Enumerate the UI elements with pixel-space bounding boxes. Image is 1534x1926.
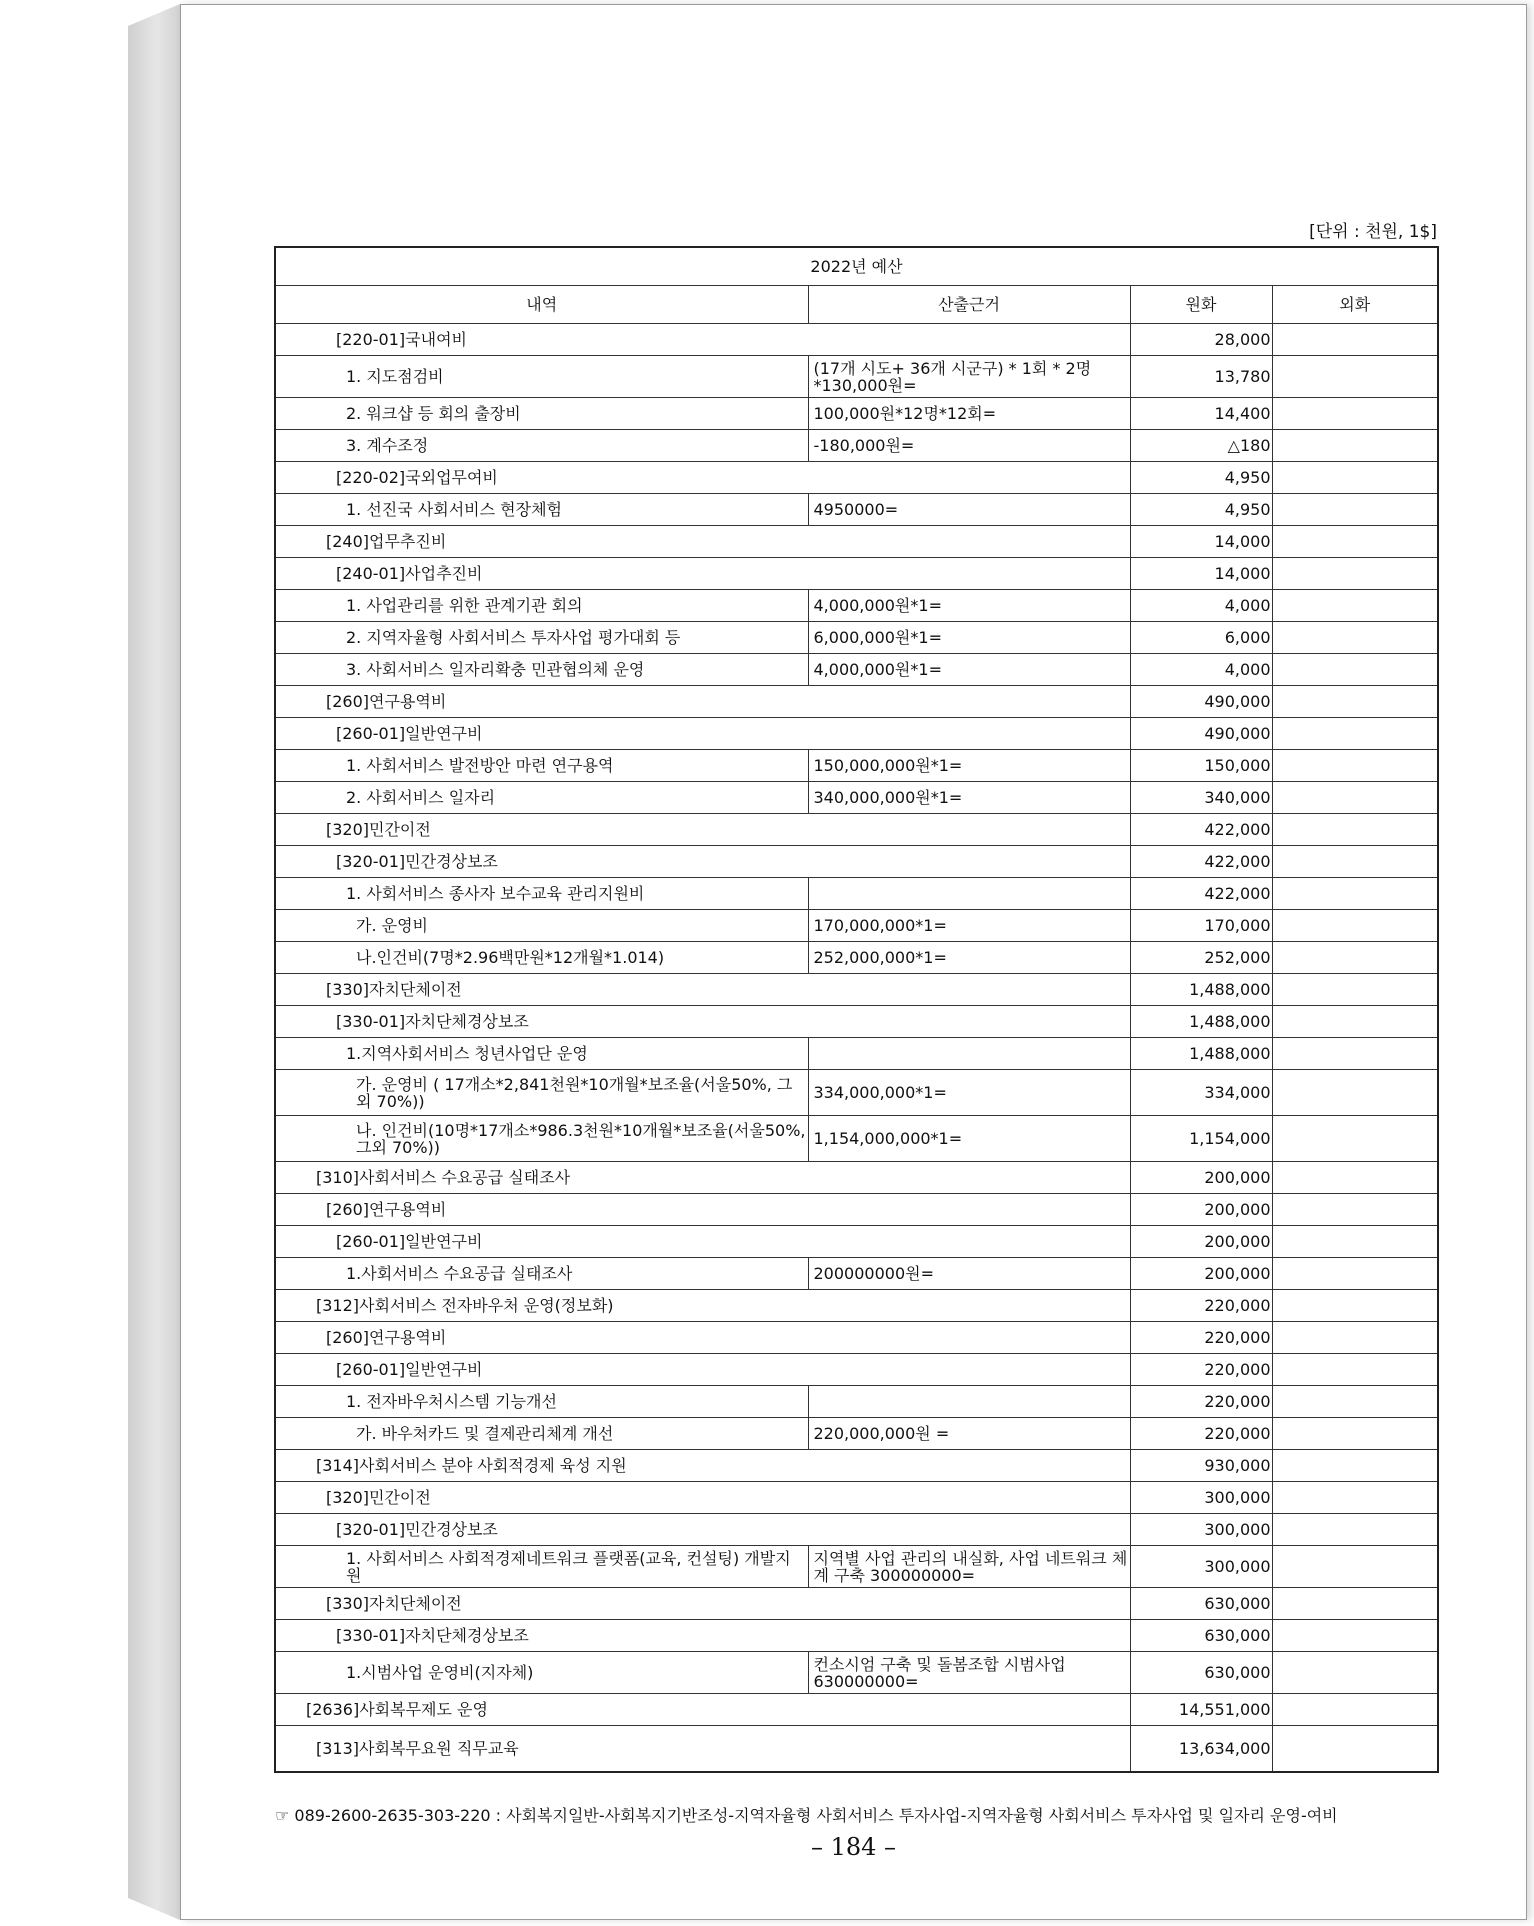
row-amount-foreign xyxy=(1272,1194,1438,1226)
header-desc: 내역 xyxy=(275,286,808,324)
row-amount-foreign xyxy=(1272,686,1438,718)
table-row xyxy=(275,974,1438,1006)
row-description: 3. 사회서비스 일자리확충 민관협의체 운영 xyxy=(275,654,808,686)
row-amount-foreign xyxy=(1272,1450,1438,1482)
row-amount-foreign xyxy=(1272,910,1438,942)
row-calculation-basis: 컨소시엄 구축 및 돌봄조합 시범사업 630000000= xyxy=(808,1652,1130,1694)
row-amount-foreign xyxy=(1272,558,1438,590)
row-amount-won: 6,000 xyxy=(1130,622,1272,654)
table-row xyxy=(275,1290,1438,1322)
table-row xyxy=(275,324,1438,356)
row-amount-foreign xyxy=(1272,1588,1438,1620)
row-calculation-basis: 340,000,000원*1= xyxy=(808,782,1130,814)
row-amount-won: 14,000 xyxy=(1130,526,1272,558)
row-amount-foreign xyxy=(1272,1226,1438,1258)
row-calculation-basis: 170,000,000*1= xyxy=(808,910,1130,942)
row-calculation-basis: (17개 시도+ 36개 시군구) * 1회 * 2명*130,000원= xyxy=(808,356,1130,398)
row-description: 2. 워크샵 등 회의 출장비 xyxy=(275,398,808,430)
table-row xyxy=(275,1116,1438,1162)
row-amount-foreign xyxy=(1272,1258,1438,1290)
table-title: 2022년 예산 xyxy=(275,247,1438,286)
row-calculation-basis xyxy=(808,1386,1130,1418)
row-amount-won: 630,000 xyxy=(1130,1620,1272,1652)
row-amount-foreign xyxy=(1272,1162,1438,1194)
row-amount-won: 4,950 xyxy=(1130,494,1272,526)
row-amount-won: 300,000 xyxy=(1130,1482,1272,1514)
row-amount-won: 630,000 xyxy=(1130,1588,1272,1620)
row-calculation-basis: 150,000,000원*1= xyxy=(808,750,1130,782)
row-amount-foreign xyxy=(1272,324,1438,356)
table-row xyxy=(275,750,1438,782)
table-row xyxy=(275,1620,1438,1652)
row-description: [330]자치단체이전 xyxy=(275,974,1130,1006)
row-description: [260]연구용역비 xyxy=(275,1322,1130,1354)
row-amount-won: 930,000 xyxy=(1130,1450,1272,1482)
row-amount-foreign xyxy=(1272,1514,1438,1546)
row-description: [260-01]일반연구비 xyxy=(275,1354,1130,1386)
table-row xyxy=(275,718,1438,750)
row-description: [312]사회서비스 전자바우처 운영(정보화) xyxy=(275,1290,1130,1322)
table-row xyxy=(275,1482,1438,1514)
row-amount-won: 422,000 xyxy=(1130,846,1272,878)
row-description: 가. 운영비 xyxy=(275,910,808,942)
table-row xyxy=(275,1194,1438,1226)
row-calculation-basis: 6,000,000원*1= xyxy=(808,622,1130,654)
table-row xyxy=(275,1546,1438,1588)
row-amount-foreign xyxy=(1272,1290,1438,1322)
row-amount-won: 1,154,000 xyxy=(1130,1116,1272,1162)
budget-table xyxy=(274,246,1439,1773)
row-amount-foreign xyxy=(1272,1726,1438,1772)
row-amount-won: 252,000 xyxy=(1130,942,1272,974)
document-page xyxy=(180,4,1527,1920)
table-row xyxy=(275,526,1438,558)
header-basis: 산출근거 xyxy=(808,286,1130,324)
row-amount-foreign xyxy=(1272,1652,1438,1694)
row-description: 1. 사회서비스 종사자 보수교육 관리지원비 xyxy=(275,878,808,910)
table-row xyxy=(275,430,1438,462)
row-amount-won: 1,488,000 xyxy=(1130,1038,1272,1070)
row-amount-won: 200,000 xyxy=(1130,1162,1272,1194)
table-body xyxy=(275,324,1438,1772)
row-amount-foreign xyxy=(1272,814,1438,846)
row-calculation-basis: 4,000,000원*1= xyxy=(808,590,1130,622)
table-row xyxy=(275,1070,1438,1116)
row-amount-won: 490,000 xyxy=(1130,686,1272,718)
row-amount-won: 220,000 xyxy=(1130,1290,1272,1322)
row-amount-foreign xyxy=(1272,750,1438,782)
row-amount-foreign xyxy=(1272,1418,1438,1450)
table-row xyxy=(275,1226,1438,1258)
row-amount-won: 422,000 xyxy=(1130,878,1272,910)
row-amount-won: 13,780 xyxy=(1130,356,1272,398)
page-number: – 184 – xyxy=(810,1833,897,1861)
row-calculation-basis xyxy=(808,1038,1130,1070)
row-amount-foreign xyxy=(1272,974,1438,1006)
row-amount-foreign xyxy=(1272,942,1438,974)
row-amount-won: 200,000 xyxy=(1130,1194,1272,1226)
row-amount-foreign xyxy=(1272,526,1438,558)
table-row xyxy=(275,1450,1438,1482)
row-description: [260-01]일반연구비 xyxy=(275,718,1130,750)
table-row xyxy=(275,942,1438,974)
table-row xyxy=(275,558,1438,590)
row-amount-won: 220,000 xyxy=(1130,1322,1272,1354)
table-row xyxy=(275,1588,1438,1620)
row-description: [320-01]민간경상보조 xyxy=(275,1514,1130,1546)
row-amount-foreign xyxy=(1272,622,1438,654)
row-amount-foreign xyxy=(1272,1006,1438,1038)
book-spine xyxy=(128,4,180,1920)
table-row xyxy=(275,356,1438,398)
row-description: 3. 계수조정 xyxy=(275,430,808,462)
row-description: [330-01]자치단체경상보조 xyxy=(275,1006,1130,1038)
row-description: [313]사회복무요원 직무교육 xyxy=(275,1726,1130,1772)
row-amount-foreign xyxy=(1272,1482,1438,1514)
table-row xyxy=(275,782,1438,814)
row-amount-won: 200,000 xyxy=(1130,1258,1272,1290)
table-row xyxy=(275,494,1438,526)
row-amount-won: 4,000 xyxy=(1130,590,1272,622)
table-row xyxy=(275,654,1438,686)
row-amount-won: 4,950 xyxy=(1130,462,1272,494)
row-amount-won: 220,000 xyxy=(1130,1354,1272,1386)
row-calculation-basis: 지역별 사업 관리의 내실화, 사업 네트워크 체계 구축 300000000= xyxy=(808,1546,1130,1588)
table-row xyxy=(275,1354,1438,1386)
table-row xyxy=(275,1652,1438,1694)
table-row xyxy=(275,398,1438,430)
row-description: 1. 사회서비스 사회적경제네트워크 플랫폼(교육, 컨설팅) 개발지원 xyxy=(275,1546,808,1588)
table-row xyxy=(275,1006,1438,1038)
row-calculation-basis: 252,000,000*1= xyxy=(808,942,1130,974)
row-amount-foreign xyxy=(1272,1116,1438,1162)
row-amount-foreign xyxy=(1272,718,1438,750)
header-foreign: 외화 xyxy=(1272,286,1438,324)
row-description: 1.지역사회서비스 청년사업단 운영 xyxy=(275,1038,808,1070)
row-amount-foreign xyxy=(1272,1386,1438,1418)
table-row xyxy=(275,462,1438,494)
table-row xyxy=(275,878,1438,910)
row-description: [330]자치단체이전 xyxy=(275,1588,1130,1620)
table-row xyxy=(275,1258,1438,1290)
table-row xyxy=(275,1514,1438,1546)
row-amount-won: 340,000 xyxy=(1130,782,1272,814)
row-amount-foreign xyxy=(1272,1038,1438,1070)
row-calculation-basis: 1,154,000,000*1= xyxy=(808,1116,1130,1162)
row-calculation-basis: 220,000,000원 = xyxy=(808,1418,1130,1450)
row-calculation-basis: 334,000,000*1= xyxy=(808,1070,1130,1116)
row-description: [320]민간이전 xyxy=(275,1482,1130,1514)
row-description: 1. 지도점검비 xyxy=(275,356,808,398)
row-amount-foreign xyxy=(1272,398,1438,430)
row-amount-foreign xyxy=(1272,430,1438,462)
row-amount-foreign xyxy=(1272,590,1438,622)
table-row xyxy=(275,622,1438,654)
row-amount-foreign xyxy=(1272,782,1438,814)
row-amount-foreign xyxy=(1272,462,1438,494)
row-amount-won: 170,000 xyxy=(1130,910,1272,942)
table-row xyxy=(275,846,1438,878)
row-amount-won: 220,000 xyxy=(1130,1418,1272,1450)
row-amount-foreign xyxy=(1272,878,1438,910)
row-amount-won: 4,000 xyxy=(1130,654,1272,686)
row-amount-foreign xyxy=(1272,494,1438,526)
row-amount-won: 13,634,000 xyxy=(1130,1726,1272,1772)
row-description: [260-01]일반연구비 xyxy=(275,1226,1130,1258)
row-amount-foreign xyxy=(1272,846,1438,878)
row-amount-foreign xyxy=(1272,654,1438,686)
row-amount-won: 28,000 xyxy=(1130,324,1272,356)
row-description: [260]연구용역비 xyxy=(275,1194,1130,1226)
table-row xyxy=(275,1038,1438,1070)
row-calculation-basis: 100,000원*12명*12회= xyxy=(808,398,1130,430)
table-row xyxy=(275,686,1438,718)
row-amount-won: 490,000 xyxy=(1130,718,1272,750)
row-description: 1.사회서비스 수요공급 실태조사 xyxy=(275,1258,808,1290)
row-calculation-basis: -180,000원= xyxy=(808,430,1130,462)
row-amount-won: 14,400 xyxy=(1130,398,1272,430)
row-description: [2636]사회복무제도 운영 xyxy=(275,1694,1130,1726)
header-won: 원화 xyxy=(1130,286,1272,324)
table-header-row xyxy=(275,286,1438,324)
row-calculation-basis: 200000000원= xyxy=(808,1258,1130,1290)
row-amount-won: 200,000 xyxy=(1130,1226,1272,1258)
row-amount-won: 220,000 xyxy=(1130,1386,1272,1418)
row-amount-won: 630,000 xyxy=(1130,1652,1272,1694)
row-amount-won: 300,000 xyxy=(1130,1514,1272,1546)
table-row xyxy=(275,1386,1438,1418)
row-description: 1. 선진국 사회서비스 현장체험 xyxy=(275,494,808,526)
row-amount-won: 334,000 xyxy=(1130,1070,1272,1116)
row-amount-foreign xyxy=(1272,1694,1438,1726)
row-description: 1. 사업관리를 위한 관계기관 회의 xyxy=(275,590,808,622)
row-amount-won: 14,000 xyxy=(1130,558,1272,590)
row-amount-won: 1,488,000 xyxy=(1130,974,1272,1006)
row-description: [310]사회서비스 수요공급 실태조사 xyxy=(275,1162,1130,1194)
row-amount-foreign xyxy=(1272,1070,1438,1116)
row-amount-won: 1,488,000 xyxy=(1130,1006,1272,1038)
row-amount-won: 150,000 xyxy=(1130,750,1272,782)
row-amount-foreign xyxy=(1272,1620,1438,1652)
table-row xyxy=(275,1322,1438,1354)
table-row xyxy=(275,814,1438,846)
row-description: [220-01]국내여비 xyxy=(275,324,1130,356)
row-amount-foreign xyxy=(1272,1322,1438,1354)
row-amount-won: 422,000 xyxy=(1130,814,1272,846)
row-description: [314]사회서비스 분야 사회적경제 육성 지원 xyxy=(275,1450,1130,1482)
row-description: 가. 바우처카드 및 결제관리체계 개선 xyxy=(275,1418,808,1450)
table-row xyxy=(275,910,1438,942)
row-amount-foreign xyxy=(1272,1354,1438,1386)
row-description: [330-01]자치단체경상보조 xyxy=(275,1620,1130,1652)
row-description: [240]업무추진비 xyxy=(275,526,1130,558)
row-description: 2. 사회서비스 일자리 xyxy=(275,782,808,814)
table-row xyxy=(275,590,1438,622)
row-description: [220-02]국외업무여비 xyxy=(275,462,1130,494)
table-row xyxy=(275,1694,1438,1726)
table-row xyxy=(275,1162,1438,1194)
row-calculation-basis xyxy=(808,878,1130,910)
table-row xyxy=(275,1726,1438,1772)
row-calculation-basis: 4,000,000원*1= xyxy=(808,654,1130,686)
row-amount-won: 300,000 xyxy=(1130,1546,1272,1588)
row-description: 2. 지역자율형 사회서비스 투자사업 평가대회 등 xyxy=(275,622,808,654)
row-description: [320-01]민간경상보조 xyxy=(275,846,1130,878)
budget-code-note: ☞ 089-2600-2635-303-220 : 사회복지일반-사회복지기반조성-지역자율형 사회서비스 투자사업-지역자율형 사회서비스 투자사업 및 일자리 운영-여비 xyxy=(275,1806,1338,1825)
row-description: 1. 전자바우처시스템 기능개선 xyxy=(275,1386,808,1418)
row-description: 가. 운영비 ( 17개소*2,841천원*10개월*보조율(서울50%, 그외 70%)) xyxy=(275,1070,808,1116)
row-amount-won: 14,551,000 xyxy=(1130,1694,1272,1726)
row-description: [240-01]사업추진비 xyxy=(275,558,1130,590)
row-amount-foreign xyxy=(1272,356,1438,398)
row-description: 나.인건비(7명*2.96백만원*12개월*1.014) xyxy=(275,942,808,974)
row-amount-foreign xyxy=(1272,1546,1438,1588)
row-calculation-basis: 4950000= xyxy=(808,494,1130,526)
row-description: 1.시범사업 운영비(지자체) xyxy=(275,1652,808,1694)
row-description: [320]민간이전 xyxy=(275,814,1130,846)
unit-note: [단위 : 천원, 1$] xyxy=(1309,222,1437,242)
table-row xyxy=(275,1418,1438,1450)
row-description: [260]연구용역비 xyxy=(275,686,1130,718)
row-description: 1. 사회서비스 발전방안 마련 연구용역 xyxy=(275,750,808,782)
row-amount-won: △180 xyxy=(1130,430,1272,462)
row-description: 나. 인건비(10명*17개소*986.3천원*10개월*보조율(서울50%, 그외 70%)) xyxy=(275,1116,808,1162)
